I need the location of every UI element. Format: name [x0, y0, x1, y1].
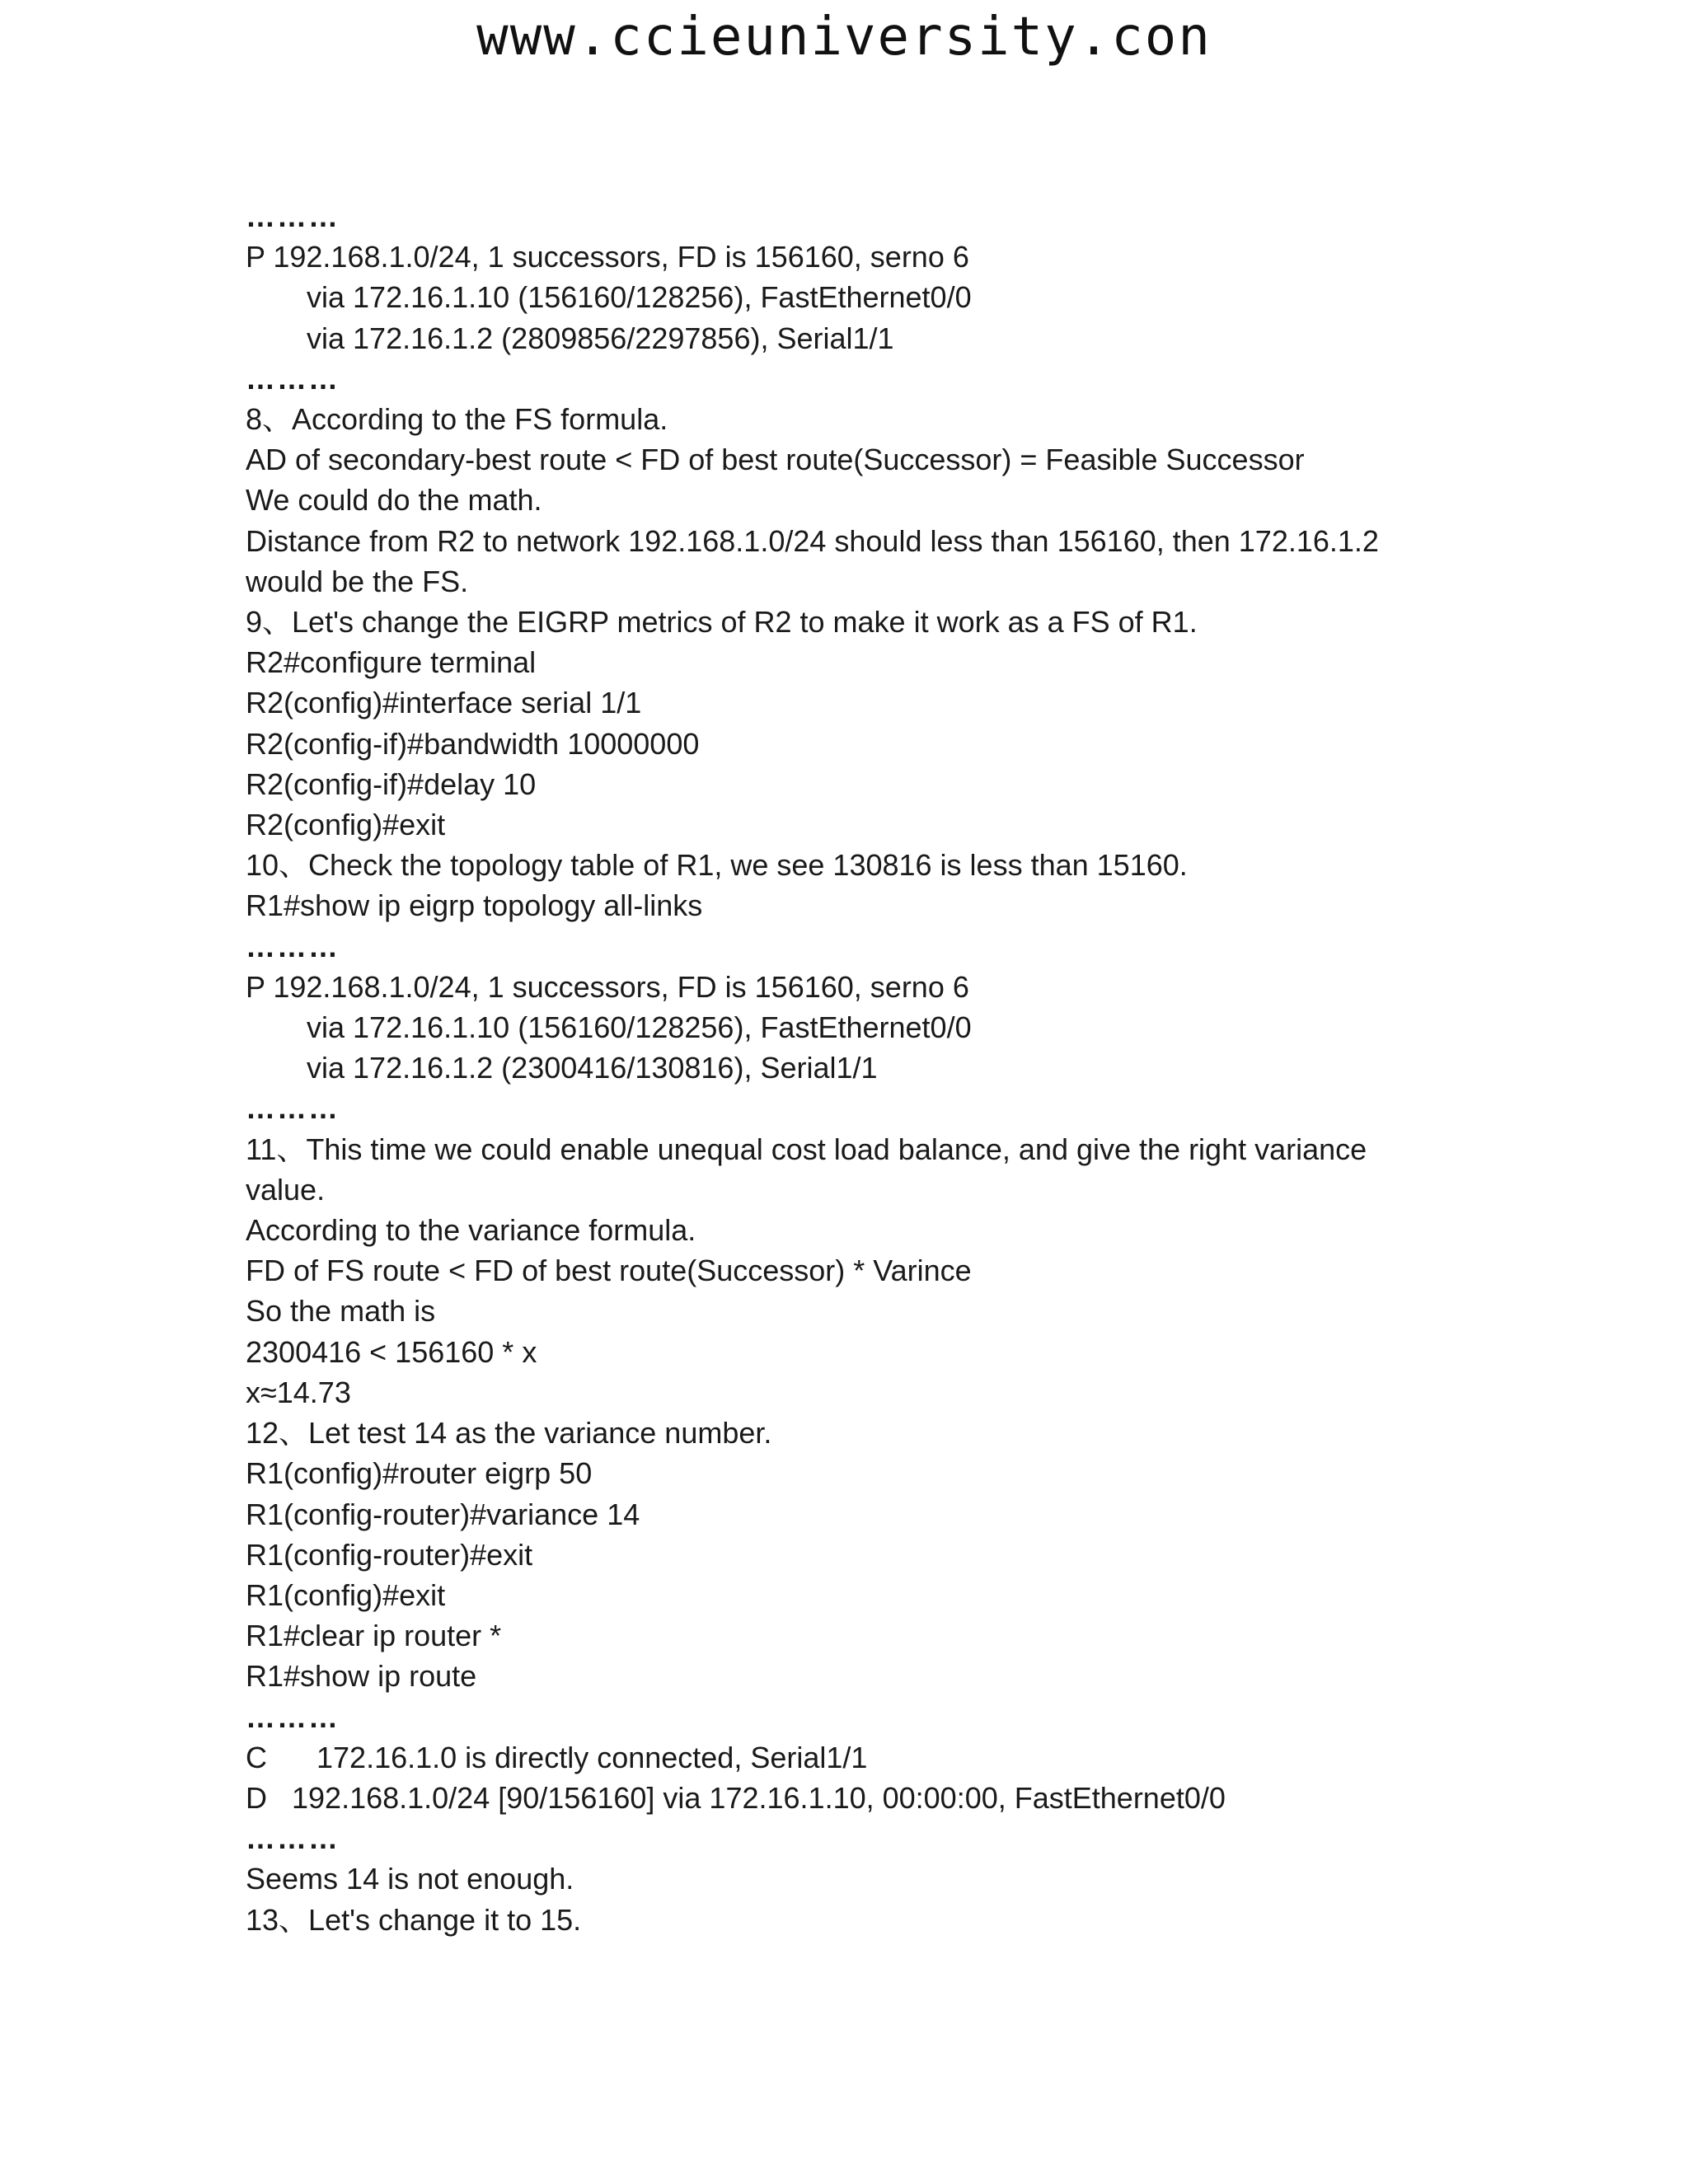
document-line: P 192.168.1.0/24, 1 successors, FD is 156160, serno 6 [246, 240, 969, 274]
ellipsis-separator: ……… [246, 199, 340, 233]
ellipsis-separator: ……… [246, 1821, 340, 1856]
ellipsis-separator: ……… [246, 1699, 340, 1734]
document-line: 11、This time we could enable unequal cost load balance, and give the right variance [246, 1132, 1367, 1166]
document-line: R1#show ip route [246, 1659, 477, 1694]
document-line: R1(config-router)#exit [246, 1537, 533, 1572]
ellipsis-separator: ……… [246, 361, 340, 396]
document-line: D 192.168.1.0/24 [90/156160] via 172.16.1.10, 00:00:00, FastEthernet0/0 [246, 1780, 1226, 1815]
document-line: FD of FS route < FD of best route(Successor) * Varince [246, 1254, 972, 1288]
document-line: C 172.16.1.0 is directly connected, Serial1/1 [246, 1740, 868, 1774]
document-line: via 172.16.1.2 (2300416/130816), Serial1/1 [307, 1051, 878, 1085]
document-line: 8、According to the FS formula. [246, 402, 668, 437]
document-line: So the math is [246, 1294, 436, 1329]
ellipsis-separator: ……… [246, 929, 340, 963]
document-line: R1(config)#exit [246, 1577, 446, 1612]
document-line: value. [246, 1172, 326, 1207]
document-line: AD of secondary-best route < FD of best route(Successor) = Feasible Successor [246, 443, 1305, 477]
document-line: R2(config)#exit [246, 808, 446, 842]
document-line: R1(config-router)#variance 14 [246, 1497, 640, 1531]
document-line: R2(config)#interface serial 1/1 [246, 686, 642, 720]
document-line: via 172.16.1.10 (156160/128256), FastEthernet0/0 [307, 1010, 972, 1045]
document-line: P 192.168.1.0/24, 1 successors, FD is 156160, serno 6 [246, 969, 969, 1004]
document-line: R2(config-if)#bandwidth 10000000 [246, 726, 700, 761]
document-line: x≈14.73 [246, 1375, 351, 1409]
page-header-url: www.ccieuniversity.con [476, 7, 1212, 68]
document-line: According to the variance formula. [246, 1213, 696, 1248]
document-line: 2300416 < 156160 * x [246, 1334, 537, 1369]
document-line: 10、Check the topology table of R1, we see 130816 is less than 15160. [246, 848, 1188, 883]
ellipsis-separator: ……… [246, 1091, 340, 1126]
document-line: 13、Let's change it to 15. [246, 1902, 582, 1937]
document-line: R1(config)#router eigrp 50 [246, 1456, 593, 1491]
document-line: R1#clear ip router * [246, 1619, 502, 1653]
document-line: We could do the math. [246, 483, 542, 518]
document-line: Seems 14 is not enough. [246, 1862, 574, 1896]
document-body [246, 196, 1432, 1940]
document-line: Distance from R2 to network 192.168.1.0/24 should less than 156160, then 172.16.1.2 [246, 523, 1379, 558]
document-line: would be the FS. [246, 564, 469, 598]
document-line: via 172.16.1.10 (156160/128256), FastEthernet0/0 [307, 280, 972, 315]
document-line: 9、Let's change the EIGRP metrics of R2 to make it work as a FS of R1. [246, 605, 1198, 640]
document-line: R1#show ip eigrp topology all-links [246, 888, 703, 923]
document-line: via 172.16.1.2 (2809856/2297856), Serial1/1 [307, 321, 894, 355]
document-line: 12、Let test 14 as the variance number. [246, 1416, 772, 1451]
document-line: R2(config-if)#delay 10 [246, 766, 537, 801]
document-line: R2#configure terminal [246, 645, 537, 680]
